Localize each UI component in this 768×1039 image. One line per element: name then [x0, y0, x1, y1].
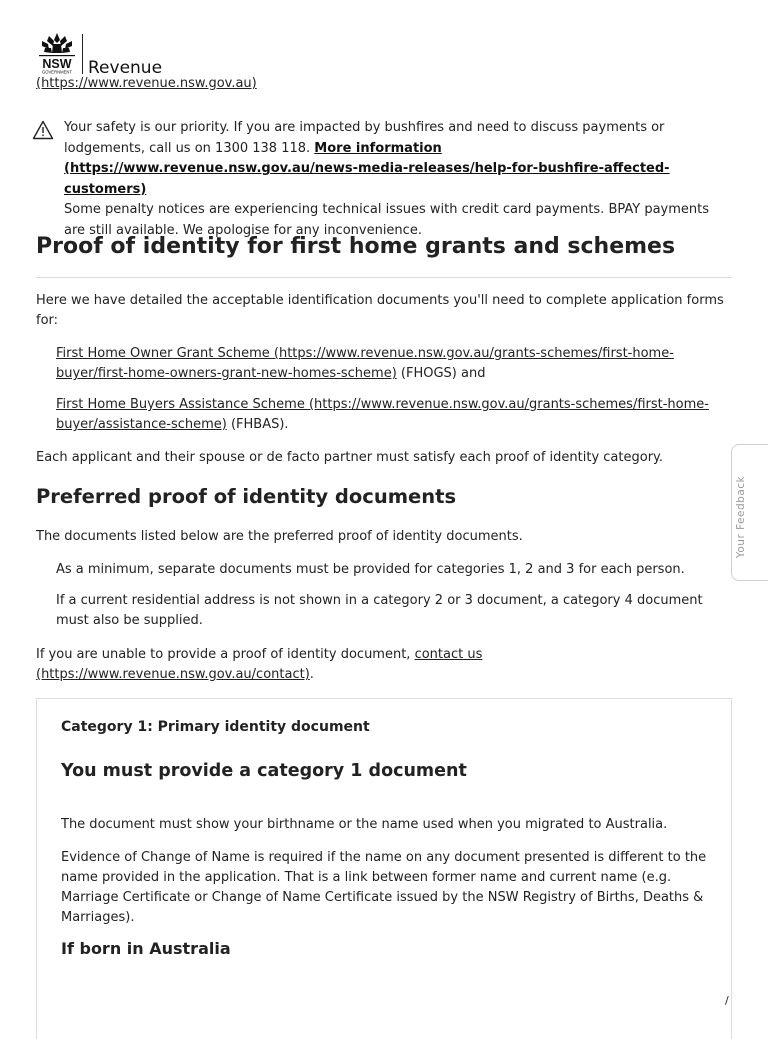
section-point-2: If a current residential address is not shown in a category 2 or 3 document, a category 4 document must also be supplied.: [56, 593, 703, 628]
section-intro: The documents listed below are the preferred proof of identity documents.: [36, 529, 523, 544]
category-1-panel: [36, 698, 732, 1039]
category-para-2: Evidence of Change of Name is required if the name on any document presented is different to the name provided in the application. That is a link between former name and current name (e.g. Marriage Certificate or Change of Name Certificate issued by the NSW Registry of Births, Deaths & Marriages).: [61, 850, 707, 925]
category-title: You must provide a category 1 document: [61, 761, 467, 781]
logo-divider: [82, 34, 83, 74]
category-subheading: If born in Australia: [61, 939, 231, 958]
fhogs-suffix: (FHOGS) and: [396, 366, 486, 381]
logo-government-text: GOVERNMENT: [41, 69, 73, 74]
contact-prefix: If you are unable to provide a proof of identity document,: [36, 647, 415, 662]
scheme-item-fhogs: [56, 344, 732, 384]
logo-nsw-text: NSW: [42, 57, 72, 71]
nsw-waratah-logo-icon: [36, 32, 78, 74]
title-divider: [36, 277, 732, 278]
fhbas-suffix: (FHBAS).: [226, 417, 289, 432]
alert-text-2: Some penalty notices are experiencing technical issues with credit card payments. BPAY payments are still available. We apologise for any inconvenience.: [64, 202, 710, 238]
site-logo[interactable]: [36, 32, 163, 78]
warning-triangle-icon: [32, 120, 54, 140]
alert-text-1: Your safety is our priority. If you are impacted by bushfires and need to discuss payments or lodgements, call us on 1300 138 118.: [64, 120, 665, 156]
category-para-1: The document must show your birthname or the name used when you migrated to Australia.: [61, 817, 668, 832]
fhbas-link[interactable]: First Home Buyers Assistance Scheme (https://www.revenue.nsw.gov.au/grants-schemes/first-home-buyer/assistance-scheme): [56, 397, 709, 432]
category-label: Category 1: Primary identity document: [61, 719, 370, 735]
page-mark: /: [725, 994, 729, 1007]
scheme-item-fhbas: [56, 395, 732, 435]
applicant-note: Each applicant and their spouse or de facto partner must satisfy each proof of identity category.: [36, 450, 664, 465]
site-name: Revenue: [88, 58, 163, 78]
bushfire-info-link[interactable]: More information (https://www.revenue.nsw.gov.au/news-media-releases/help-for-bushfire-affected-customers): [64, 140, 670, 197]
feedback-tab-label: Your Feedback: [735, 475, 747, 559]
contact-text: [36, 645, 732, 685]
alert-message: [64, 118, 732, 241]
section-title: Preferred proof of identity documents: [36, 485, 457, 508]
contact-suffix: .: [309, 667, 314, 682]
home-url-link[interactable]: (https://www.revenue.nsw.gov.au): [36, 76, 257, 91]
fhogs-link[interactable]: First Home Owner Grant Scheme (https://www.revenue.nsw.gov.au/grants-schemes/first-home-buyer/first-home-owners-grant-new-homes-scheme): [56, 346, 674, 381]
contact-us-link[interactable]: contact us (https://www.revenue.nsw.gov.au/contact): [36, 647, 483, 682]
feedback-tab[interactable]: [731, 444, 768, 581]
section-point-1: As a minimum, separate documents must be provided for categories 1, 2 and 3 for each person.: [56, 562, 685, 577]
page-title: Proof of identity for first home grants and schemes: [36, 234, 676, 259]
intro-text: Here we have detailed the acceptable identification documents you'll need to complete application forms for:: [36, 293, 724, 328]
